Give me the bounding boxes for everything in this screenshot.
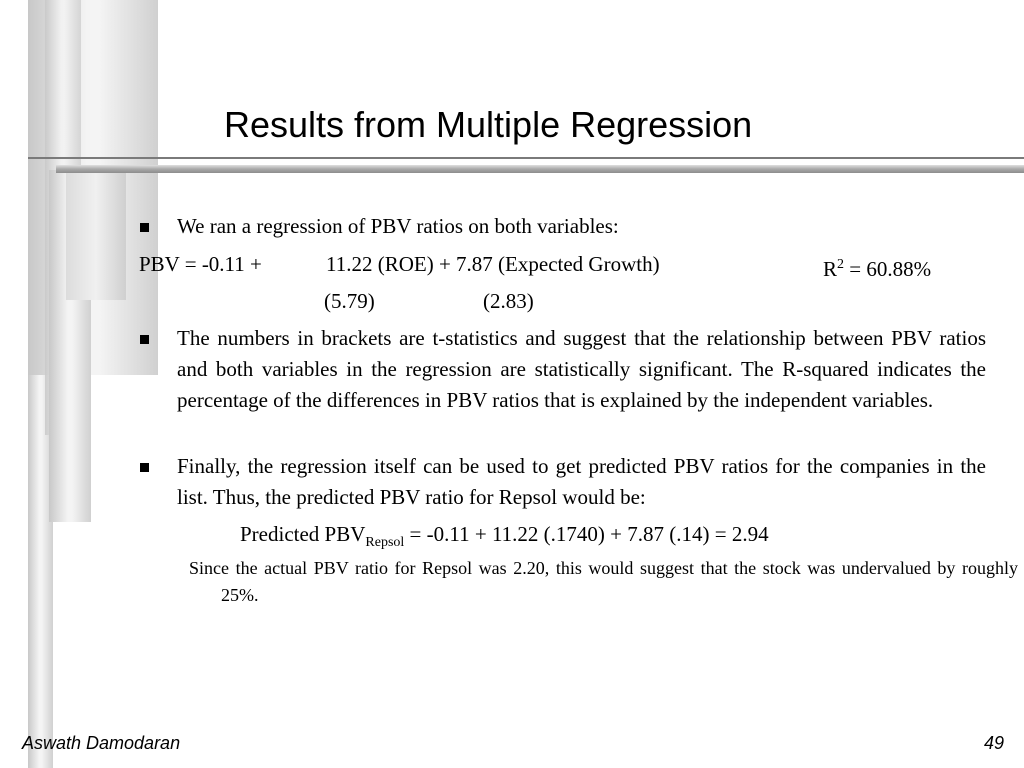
- r-squared: [823, 249, 931, 285]
- t-stat-growth: (2.83): [483, 289, 534, 313]
- bullet-marker: [140, 223, 149, 232]
- title-divider: [28, 157, 1024, 159]
- r-squared-value: = 60.88%: [844, 257, 932, 281]
- prediction-label: Predicted PBV: [240, 522, 366, 546]
- page-number: 49: [983, 733, 1004, 753]
- bullet-text: The numbers in brackets are t-statistics and suggest that the relationship between PBV ratios and both variables in the regression are statistically significant. The R-squared indicates the percentage of the differences in PBV ratios that is explained by the independent variables.: [177, 326, 986, 412]
- slide-title: Results from Multiple Regression: [224, 104, 753, 145]
- conclusion-note: Since the actual PBV ratio for Repsol was 2.20, this would suggest that the stock was undervalued by roughly 25%.: [189, 558, 1018, 605]
- prediction-equation: [240, 519, 769, 558]
- title-underline-bar: [56, 165, 1024, 173]
- equation-terms: 11.22 (ROE) + 7.87 (Expected Growth): [326, 252, 660, 276]
- r-squared-exponent: 2: [837, 257, 845, 272]
- footer-author: Aswath Damodaran: [22, 733, 181, 753]
- bullet-text: Finally, the regression itself can be used to get predicted PBV ratios for the companies in the list. Thus, the predicted PBV ratio for Repsol would be:: [177, 454, 986, 509]
- bullet-text: We ran a regression of PBV ratios on both variables:: [177, 214, 619, 238]
- bullet-marker: [140, 335, 149, 344]
- r-squared-label: R: [823, 257, 838, 281]
- equation-lhs: PBV = -0.11 +: [139, 252, 262, 276]
- prediction-expression: = -0.11 + 11.22 (.1740) + 7.87 (.14) = 2.94: [404, 522, 769, 546]
- bullet-marker: [140, 463, 149, 472]
- prediction-subscript: Repsol: [365, 535, 405, 551]
- t-stat-roe: (5.79): [324, 289, 375, 313]
- decorative-bar: [66, 172, 126, 300]
